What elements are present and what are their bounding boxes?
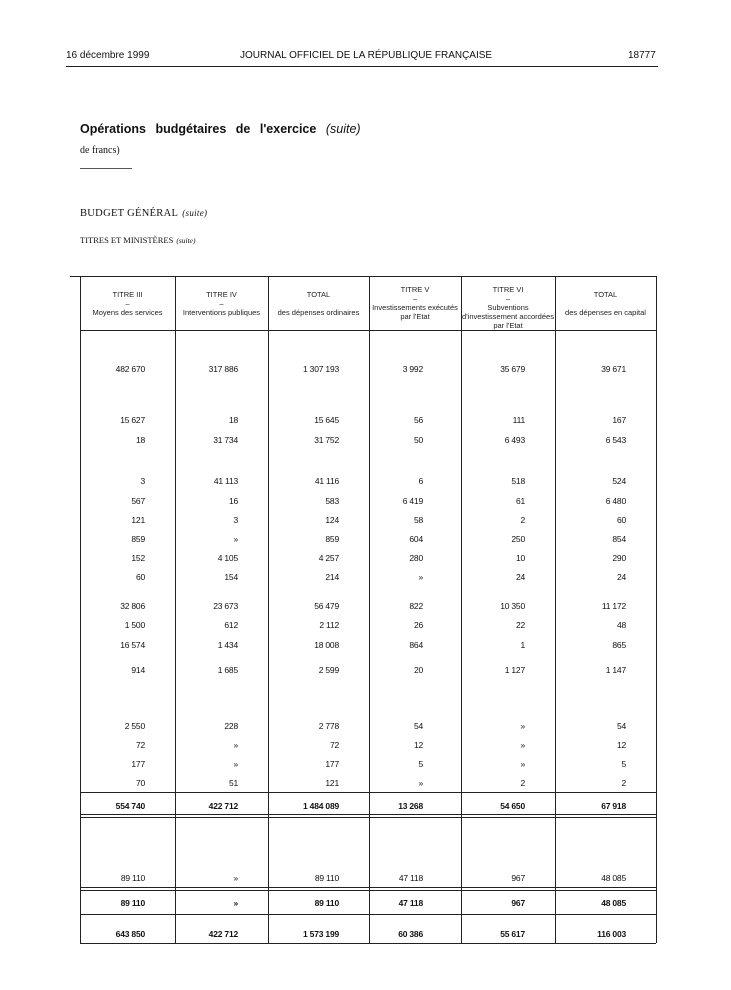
table-cell: 51 <box>228 778 238 788</box>
table-cell: 72 <box>135 740 145 750</box>
table-cell: 914 <box>131 665 145 675</box>
table-cell: 50 <box>413 435 423 445</box>
table-cell: 16 <box>228 496 238 506</box>
table-cell: 10 350 <box>500 601 525 611</box>
table-cell: 5 <box>621 759 626 769</box>
table-cell: 854 <box>612 534 626 544</box>
table-cell: 1 500 <box>124 620 145 630</box>
table-cell: 422 712 <box>208 929 238 939</box>
column-header-dash: – <box>125 298 130 308</box>
column-header <box>176 290 267 317</box>
table-cell: 41 113 <box>213 476 238 486</box>
table-cell: 228 <box>224 721 238 731</box>
column-header-dash: – <box>219 298 224 308</box>
table-cell: 60 <box>135 572 145 582</box>
table-cell: 822 <box>409 601 423 611</box>
table-cell: 422 712 <box>208 801 238 811</box>
table-cell: 31 752 <box>314 435 339 445</box>
table-cell: 47 118 <box>398 873 423 883</box>
column-divider <box>461 276 462 943</box>
table-cell: 61 <box>515 496 525 506</box>
page-title <box>80 122 361 136</box>
units-note: de francs) <box>80 145 120 156</box>
table-cell: 317 886 <box>208 364 238 374</box>
table-cell: 2 599 <box>318 665 339 675</box>
section-budget <box>80 208 207 219</box>
table-cell: 121 <box>325 778 339 788</box>
table-cell: 124 <box>325 515 339 525</box>
table-cell: 214 <box>325 572 339 582</box>
table-cell: 1 127 <box>504 665 525 675</box>
table-cell: » <box>418 572 423 582</box>
table-cell: 60 <box>616 515 626 525</box>
table-cell: 89 110 <box>120 873 145 883</box>
table-cell: 859 <box>131 534 145 544</box>
table-cell: 24 <box>616 572 626 582</box>
table-cell: 2 <box>520 515 525 525</box>
table-cell: 58 <box>413 515 423 525</box>
column-divider <box>656 276 657 943</box>
column-header-desc: Investissements exécutés par l'Etat <box>372 303 458 321</box>
table-cell: 13 268 <box>398 801 423 811</box>
column-divider <box>369 276 370 943</box>
header-journal-title: JOURNAL OFFICIEL DE LA RÉPUBLIQUE FRANÇAISE <box>240 50 493 61</box>
table-cell: 5 <box>418 759 423 769</box>
table-cell: 111 <box>512 415 525 425</box>
column-header-dash <box>269 299 368 308</box>
table-rule <box>80 792 656 793</box>
table-cell: 643 850 <box>115 929 145 939</box>
table-cell: 1 307 193 <box>302 364 339 374</box>
table-cell: » <box>233 759 238 769</box>
table-cell: 56 479 <box>314 601 339 611</box>
table-cell: 167 <box>612 415 626 425</box>
table-cell: » <box>233 740 238 750</box>
table-cell: 20 <box>413 665 423 675</box>
page-title-text: Opérations budgétaires de l'exercice <box>80 122 317 136</box>
column-header-dash <box>556 299 655 308</box>
table-cell: 60 386 <box>398 929 423 939</box>
table-cell: 10 <box>515 553 525 563</box>
table-cell: 35 679 <box>500 364 525 374</box>
table-cell: 15 627 <box>120 415 145 425</box>
table-cell: 1 484 089 <box>302 801 339 811</box>
table-cell: 6 419 <box>402 496 423 506</box>
table-cell: 2 <box>621 778 626 788</box>
table-rule <box>80 890 656 891</box>
column-header <box>81 290 174 317</box>
column-header-label: TOTAL <box>593 289 618 299</box>
table-cell: 6 493 <box>504 435 525 445</box>
table-cell: 72 <box>329 740 339 750</box>
table-cell: 518 <box>511 476 525 486</box>
column-header-label: TITRE IV <box>206 289 237 299</box>
column-divider <box>175 276 176 943</box>
table-cell: 6 <box>418 476 423 486</box>
table-cell: 22 <box>515 620 525 630</box>
table-cell: 18 <box>228 415 238 425</box>
table-cell: 3 <box>140 476 145 486</box>
table-cell: 3 <box>233 515 238 525</box>
column-divider <box>555 276 556 943</box>
table-cell: 6 543 <box>605 435 626 445</box>
table-cell: » <box>520 759 525 769</box>
table-rule <box>70 276 656 277</box>
budget-table <box>80 276 656 943</box>
table-cell: 48 085 <box>601 898 626 908</box>
table-cell: 70 <box>135 778 145 788</box>
table-cell: 177 <box>325 759 339 769</box>
table-cell: 56 <box>413 415 423 425</box>
column-header-dash: – <box>505 294 511 303</box>
table-cell: 865 <box>612 640 626 650</box>
table-cell: 967 <box>511 873 525 883</box>
table-cell: 54 650 <box>500 801 525 811</box>
table-cell: 24 <box>515 572 525 582</box>
column-header-label: TITRE III <box>112 289 143 299</box>
table-cell: 482 670 <box>115 364 145 374</box>
section-titres-suite: (suite) <box>176 236 196 245</box>
table-cell: 1 685 <box>217 665 238 675</box>
table-cell: » <box>233 898 238 908</box>
table-cell: 48 <box>616 620 626 630</box>
separator-dash <box>80 168 132 169</box>
table-cell: 967 <box>511 898 525 908</box>
table-cell: 604 <box>409 534 423 544</box>
table-cell: 18 <box>135 435 145 445</box>
table-cell: 2 778 <box>318 721 339 731</box>
table-cell: 12 <box>413 740 423 750</box>
header-date: 16 décembre 1999 <box>66 50 150 61</box>
table-cell: 32 806 <box>120 601 145 611</box>
column-header-dash: – <box>412 294 418 303</box>
table-cell: 11 172 <box>601 601 626 611</box>
table-cell: 48 085 <box>601 873 626 883</box>
table-cell: 250 <box>511 534 525 544</box>
table-cell: 280 <box>409 553 423 563</box>
table-cell: 23 673 <box>213 601 238 611</box>
section-titres-label: TITRES ET MINISTÈRES <box>80 235 174 245</box>
table-cell: 859 <box>325 534 339 544</box>
table-rule <box>80 887 656 888</box>
table-cell: 4 105 <box>217 553 238 563</box>
column-header-desc: Moyens des services <box>92 307 163 317</box>
table-cell: 41 116 <box>314 476 339 486</box>
table-cell: 6 480 <box>605 496 626 506</box>
section-titres <box>80 235 196 245</box>
column-header <box>462 285 554 330</box>
table-cell: 39 671 <box>601 364 626 374</box>
table-cell: 2 550 <box>124 721 145 731</box>
table-cell: 31 734 <box>213 435 238 445</box>
column-header-desc: Subventions d'investissement accordées par l'Etat <box>462 303 554 330</box>
section-budget-suite: (suite) <box>182 208 208 218</box>
column-header <box>269 290 368 317</box>
table-cell: 116 003 <box>597 929 626 939</box>
table-cell: 3 992 <box>402 364 423 374</box>
table-cell: 1 434 <box>217 640 238 650</box>
table-cell: 15 645 <box>314 415 339 425</box>
table-cell: 583 <box>325 496 339 506</box>
table-cell: » <box>233 534 238 544</box>
table-cell: 47 118 <box>398 898 423 908</box>
table-cell: 55 617 <box>500 929 525 939</box>
section-budget-label: BUDGET GÉNÉRAL <box>80 208 179 219</box>
table-rule <box>80 943 656 944</box>
column-header-label: TOTAL <box>306 289 331 299</box>
table-rule <box>80 330 656 331</box>
table-cell: 54 <box>616 721 626 731</box>
table-cell: 864 <box>409 640 423 650</box>
table-cell: 554 740 <box>115 801 145 811</box>
table-cell: 89 110 <box>314 898 339 908</box>
column-header-desc: des dépenses ordinaires <box>277 307 360 317</box>
table-cell: » <box>520 721 525 731</box>
table-cell: 4 257 <box>318 553 339 563</box>
table-cell: 612 <box>224 620 238 630</box>
column-header-desc: des dépenses en capital <box>565 307 646 317</box>
table-cell: 524 <box>612 476 626 486</box>
table-cell: 567 <box>131 496 145 506</box>
table-cell: 2 112 <box>319 620 339 630</box>
column-divider <box>268 276 269 943</box>
table-cell: » <box>233 873 238 883</box>
table-cell: 2 <box>520 778 525 788</box>
table-cell: 1 147 <box>605 665 626 675</box>
table-cell: 154 <box>224 572 238 582</box>
table-cell: 67 918 <box>601 801 626 811</box>
table-cell: 121 <box>131 515 145 525</box>
table-cell: 12 <box>616 740 626 750</box>
table-rule <box>80 817 656 818</box>
column-header <box>370 285 460 321</box>
table-cell: 89 110 <box>314 873 339 883</box>
table-cell: 26 <box>413 620 423 630</box>
table-cell: 290 <box>612 553 626 563</box>
table-cell: 54 <box>413 721 423 731</box>
column-header-desc: Interventions publiques <box>182 307 261 317</box>
column-header-label: TITRE VI <box>492 285 524 294</box>
table-cell: 89 110 <box>120 898 145 908</box>
table-cell: 1 <box>520 640 525 650</box>
column-header <box>556 290 655 317</box>
table-cell: 16 574 <box>120 640 145 650</box>
table-cell: 177 <box>131 759 145 769</box>
table-rule <box>80 914 656 915</box>
table-cell: 1 573 199 <box>302 929 339 939</box>
table-cell: » <box>418 778 423 788</box>
column-header-label: TITRE V <box>400 285 430 294</box>
header-page-number: 18777 <box>628 50 656 61</box>
table-cell: 18 008 <box>314 640 339 650</box>
table-cell: 152 <box>131 553 145 563</box>
table-cell: » <box>520 740 525 750</box>
table-rule <box>80 814 656 815</box>
header-rule <box>66 66 658 67</box>
column-divider <box>80 276 81 943</box>
page-title-suite: (suite) <box>325 122 361 136</box>
